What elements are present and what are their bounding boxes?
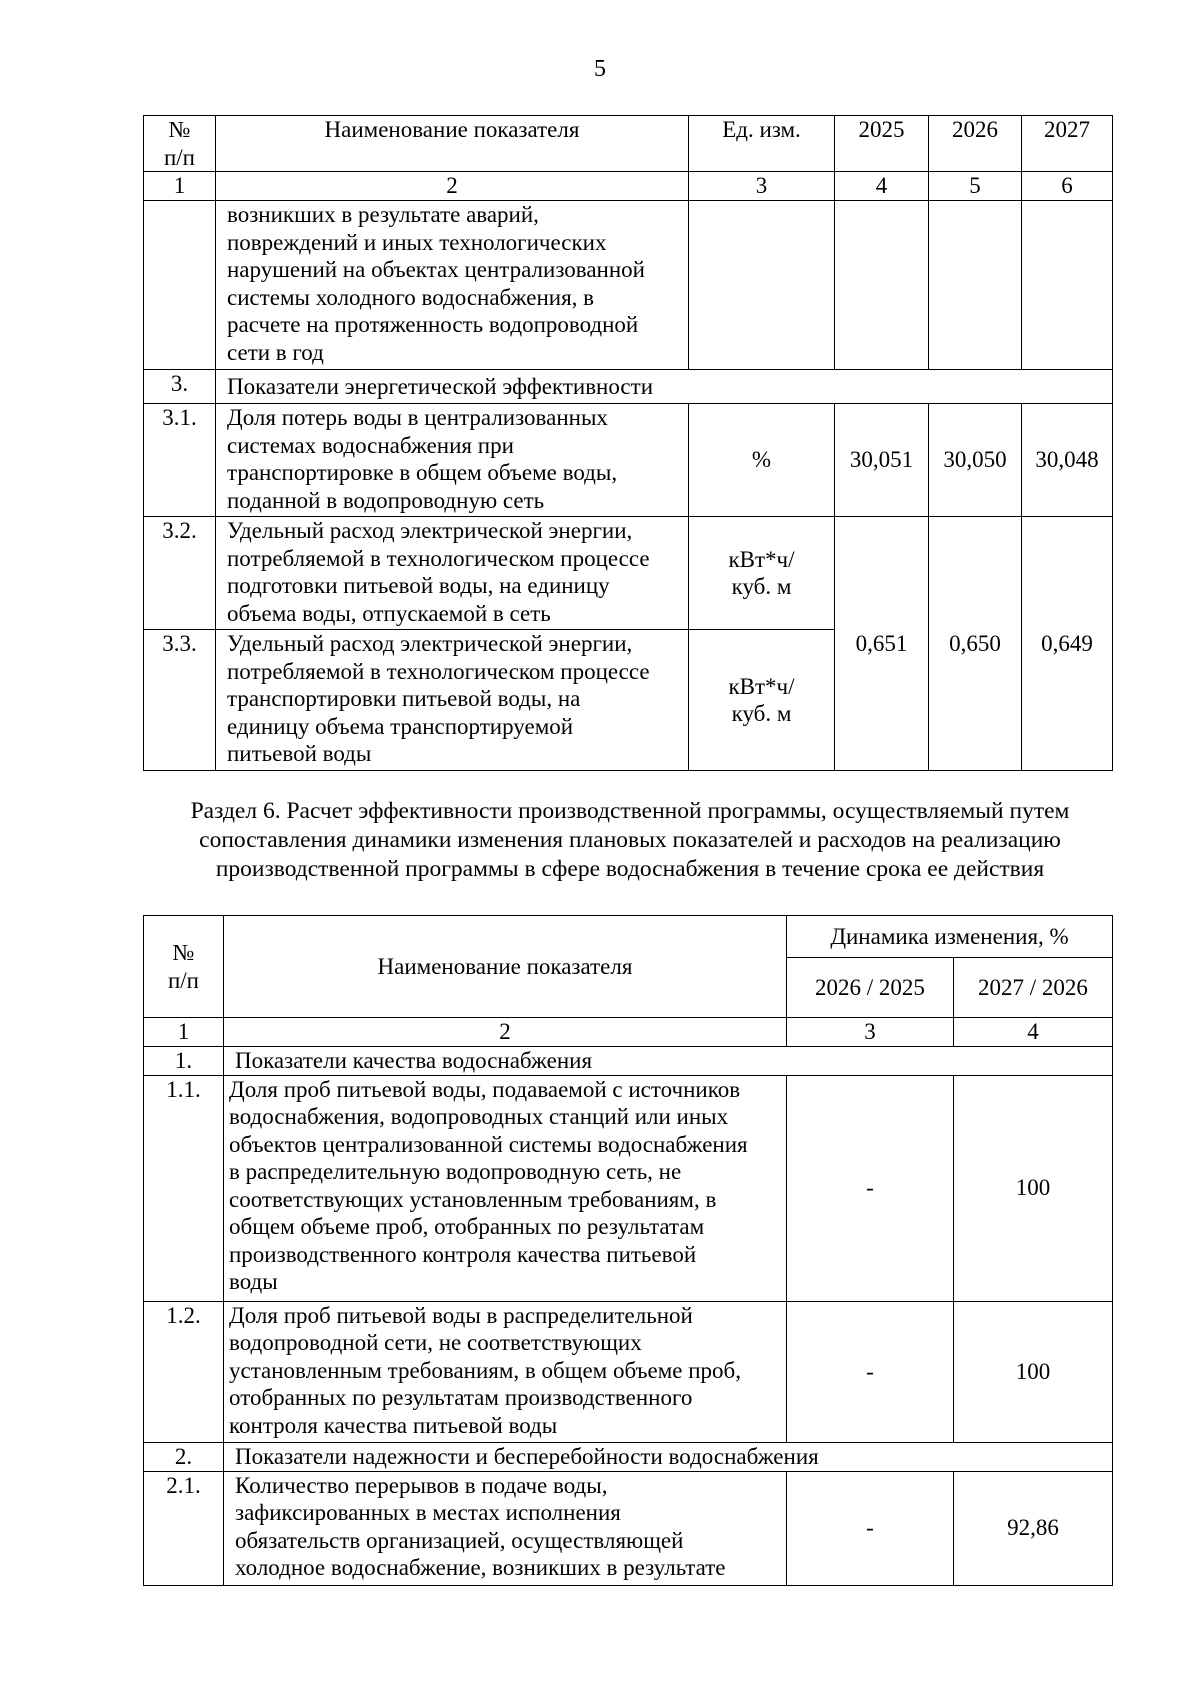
row-value-1: - [787, 1075, 954, 1301]
col-number: 4 [835, 172, 929, 201]
row-num: 3. [144, 370, 216, 404]
row-num: 1. [144, 1047, 224, 1076]
merged-value-2027: 0,649 [1022, 517, 1113, 771]
row-value [835, 201, 929, 370]
merged-value-2026: 0,650 [929, 517, 1022, 771]
section-name: Показатели надежности и бесперебойности водоснабжения [224, 1442, 1113, 1471]
merged-value-2025: 0,651 [835, 517, 929, 771]
row-unit: кВт*ч/ куб. м [689, 517, 835, 630]
section-name: Показатели качества водоснабжения [224, 1047, 1113, 1076]
header-period-2: 2027 / 2026 [954, 958, 1113, 1018]
row-unit [689, 201, 835, 370]
row-name: Количество перерывов в подаче воды, зафиксированных в местах исполнения обязательств организацией, осуществляющей холодное водоснабжение, возникших в результате [224, 1471, 787, 1585]
col-number: 1 [144, 1018, 224, 1047]
row-num: 2. [144, 1442, 224, 1471]
section-row [144, 1047, 1113, 1076]
row-num: 3.3. [144, 630, 216, 771]
header-name: Наименование показателя [224, 916, 787, 1018]
table-row [144, 517, 1113, 630]
section-6-title: Раздел 6. Расчет эффективности производственной программы, осуществляемый путем сопоставления динамики изменения плановых показателей и расходов на реализацию производственной программы в сфере водоснабжения в течение срока ее действия [190, 798, 1070, 882]
section-row [144, 370, 1113, 404]
col-number: 2 [224, 1018, 787, 1047]
row-value-2: 92,86 [954, 1471, 1113, 1585]
header-2026: 2026 [929, 116, 1022, 172]
table-row [144, 201, 1113, 370]
col-number: 3 [689, 172, 835, 201]
row-name: Доля потерь воды в централизованных системах водоснабжения при транспортировке в общем объеме воды, поданной в водопроводную сеть [216, 404, 689, 517]
row-value [1022, 201, 1113, 370]
row-value-2027: 30,048 [1022, 404, 1113, 517]
col-number: 2 [216, 172, 689, 201]
header-dynamics: Динамика изменения, % [787, 916, 1113, 958]
row-unit: кВт*ч/ куб. м [689, 630, 835, 771]
col-number: 1 [144, 172, 216, 201]
row-num: 2.1. [144, 1471, 224, 1585]
header-unit: Ед. изм. [689, 116, 835, 172]
row-name: возникших в результате аварий, повреждений и иных технологических нарушений на объектах централизованной системы холодного водоснабжения, в расчете на протяженность водопроводной сети в год [216, 201, 689, 370]
header-num: № п/п [144, 916, 224, 1018]
row-value-2026: 30,050 [929, 404, 1022, 517]
table-row [144, 1471, 1113, 1585]
section-row [144, 1442, 1113, 1471]
row-num: 1.2. [144, 1301, 224, 1442]
col-number: 6 [1022, 172, 1113, 201]
col-number: 5 [929, 172, 1022, 201]
column-number-row [144, 172, 1113, 201]
row-value [929, 201, 1022, 370]
row-name: Удельный расход электрической энергии, потребляемой в технологическом процессе транспортировки питьевой воды, на единицу объема транспортируемой питьевой воды [216, 630, 689, 771]
header-num: № п/п [144, 116, 216, 172]
col-number: 4 [954, 1018, 1113, 1047]
row-num: 1.1. [144, 1075, 224, 1301]
table-row [144, 1301, 1113, 1442]
column-number-row [144, 1018, 1113, 1047]
row-value-1: - [787, 1471, 954, 1585]
table-row [144, 1075, 1113, 1301]
header-period-1: 2026 / 2025 [787, 958, 954, 1018]
indicators-table [143, 115, 1113, 771]
header-2027: 2027 [1022, 116, 1113, 172]
row-num [144, 201, 216, 370]
row-unit: % [689, 404, 835, 517]
row-name: Удельный расход электрической энергии, потребляемой в технологическом процессе подготовки питьевой воды, на единицу объема воды, отпускаемой в сеть [216, 517, 689, 630]
table-row [144, 404, 1113, 517]
table-header-row [144, 116, 1113, 172]
row-num: 3.1. [144, 404, 216, 517]
row-num: 3.2. [144, 517, 216, 630]
row-value-2025: 30,051 [835, 404, 929, 517]
page-number: 5 [594, 56, 606, 82]
row-name: Доля проб питьевой воды, подаваемой с источников водоснабжения, водопроводных станций или иных объектов централизованной системы водоснабжения в распределительную водопроводную сеть, не соответствующих установленным требованиям, в общем объеме проб, отобранных по результатам производственного контроля качества питьевой воды [224, 1075, 787, 1301]
row-value-2: 100 [954, 1301, 1113, 1442]
row-value-2: 100 [954, 1075, 1113, 1301]
header-2025: 2025 [835, 116, 929, 172]
section-name: Показатели энергетической эффективности [216, 370, 1113, 404]
table-header-row [144, 916, 1113, 958]
row-name: Доля проб питьевой воды в распределительной водопроводной сети, не соответствующих установленным требованиям, в общем объеме проб, отобранных по результатам производственного контроля качества питьевой воды [224, 1301, 787, 1442]
row-value-1: - [787, 1301, 954, 1442]
header-name: Наименование показателя [216, 116, 689, 172]
col-number: 3 [787, 1018, 954, 1047]
efficiency-table [143, 915, 1113, 1586]
